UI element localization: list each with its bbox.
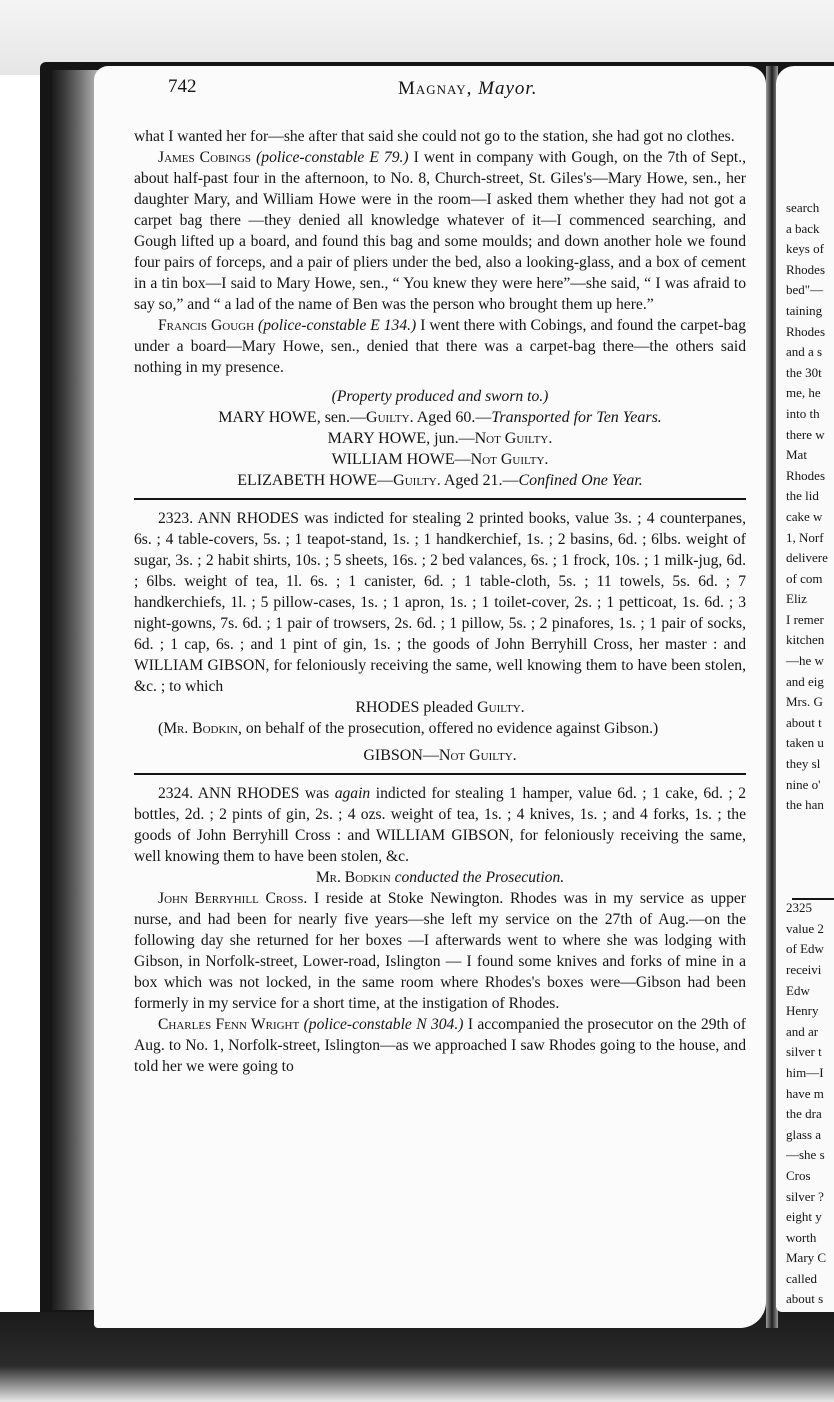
verdict-line bbox=[134, 407, 746, 428]
right-page-line: the 30t bbox=[786, 364, 822, 380]
verdict-result: Not Guilty. bbox=[438, 747, 517, 764]
right-page-line: nine o' bbox=[786, 776, 821, 792]
verdict-line bbox=[134, 745, 746, 766]
right-page-line: taken u bbox=[786, 735, 824, 751]
verdict-result: Guilty. bbox=[393, 472, 441, 489]
right-page-line: into th bbox=[786, 405, 820, 421]
right-page-line bbox=[786, 836, 834, 857]
right-page-line: silver t bbox=[786, 1044, 822, 1060]
right-page-line: and a s bbox=[786, 344, 823, 360]
right-page-line: Mat bbox=[786, 447, 807, 463]
plea-name: RHODES pleaded bbox=[355, 699, 474, 716]
right-page-line: and ar bbox=[786, 1023, 819, 1039]
testimony-text: I accompanied the prosecutor on the 29th of Aug. to No. 1, Norfolk-street, Islington—as we approached I saw Rhodes going to the house, and told her we were going to bbox=[134, 1016, 746, 1075]
right-page-line: silver ? bbox=[786, 1188, 824, 1204]
defendant-age: Aged 60.— bbox=[416, 409, 492, 426]
right-page-line: have m bbox=[786, 1085, 824, 1101]
witness-name: John Berryhill Cross. bbox=[158, 890, 308, 907]
witness-role: (police-constable E 79.) bbox=[256, 149, 409, 166]
right-page-line: I remer bbox=[786, 611, 824, 627]
paragraph: what I wanted her for—she after that said she could not go to the station, she had got no clothes. bbox=[134, 128, 735, 145]
defendant-name: MARY HOWE, jun.— bbox=[327, 430, 475, 447]
right-page-line: glass a bbox=[786, 1126, 822, 1142]
right-page-line: they sl bbox=[786, 756, 821, 772]
right-page-line: taining bbox=[786, 302, 823, 318]
verdict-line bbox=[134, 449, 746, 470]
right-page-line: a back bbox=[786, 220, 820, 236]
witness-testimony bbox=[134, 315, 746, 378]
prosecution-line bbox=[134, 867, 746, 888]
verdict-result: Not Guilty. bbox=[474, 430, 553, 447]
sentence: Transported for Ten Years. bbox=[491, 409, 662, 426]
witness-testimony bbox=[134, 1014, 746, 1077]
witness-testimony bbox=[134, 888, 746, 1014]
case-divider bbox=[134, 773, 746, 775]
verdict-result: Not Guilty. bbox=[470, 451, 549, 468]
right-page-line: keys of bbox=[786, 241, 824, 257]
right-page-line: Rhodes bbox=[786, 323, 825, 339]
verdict-result: Guilty. bbox=[366, 409, 414, 426]
right-page-line: the han bbox=[786, 797, 824, 813]
witness-role: (police-constable N 304.) bbox=[303, 1016, 464, 1033]
right-page-line: value 2 bbox=[786, 920, 824, 936]
prosecution-text: conducted the Prosecution. bbox=[394, 869, 565, 886]
right-page-line: search bbox=[786, 200, 820, 215]
right-page-line: and eig bbox=[786, 673, 824, 689]
main-text bbox=[134, 126, 746, 1077]
right-page-line: called bbox=[786, 1270, 818, 1286]
sentence: Confined One Year. bbox=[518, 472, 643, 489]
right-page-line: Rhodes bbox=[786, 261, 825, 277]
right-page-line: Mrs. G bbox=[786, 694, 823, 710]
right-page-line: Rhodes bbox=[786, 467, 825, 483]
case-2323-indictment: 2323. ANN RHODES was indicted for stealing 2 printed books, value 3s. ; 4 counterpanes, 6s. ; 4 table-covers, 5s. ; 1 teapot-stand, 1s. ; 1 handkerchief, 1s. ; 2 basins, 6d. ; 6lbs. weight of sugar, 3s. ; 2 habit shirts, 10s. ; 5 sheets, 16s. ; 2 bed valances, 6s. ; 1 frock, 10s. ; 1 milk-jug, 6d. ; 6lbs. weight of tea, 1l. 6s. ; 1 canister, 6d. ; 1 table-cloth, 5s. ; 11 towels, 5s. 6d. ; 7 handkerchiefs, 1l. ; 5 pillow-cases, 1s. ; 1 apron, 1s. ; 1 toilet-cover, 2s. ; 1 petticoat, 1s. 6d. ; 3 night-gowns, 7s. 6d. ; 1 pair of trowsers, 2s. 6d. ; 1 pillow, 5s. ; 2 pinafores, 1s. ; 1 pair of socks, 6d. ; 1 cap, 6s. ; and 1 pint of gin, 1s. ; the goods of John Berryhill Cross, her master : and WILLIAM GIBSON, for feloniously receiving the same, well knowing them to have been stolen, &c. ; to which bbox=[134, 510, 746, 695]
defendant-age: Aged 21.— bbox=[443, 472, 519, 489]
counsel-name: Mr. Bodkin bbox=[315, 869, 391, 886]
case-heading: 2324. ANN RHODES was bbox=[158, 785, 330, 802]
witness-role: (police-constable E 134.) bbox=[258, 317, 417, 334]
testimony-text: I went in company with Gough, on the 7th of Sept., about half-past four in the afternoon, to No. 8, Church-street, St. Giles's—Mary Howe, sen., her daughter Mary, and William Howe were in the room—I asked them whether they had not got a carpet bag there —they denied all knowledge whatever of it—I commenced searching, and Gough lifted up a board, and found this bag and some moulds; and down another hole we found four pairs of forceps, and a pair of pliers under the bed, also a looking-glass, and a box of cement in a tin box—I said to Mary Howe, sen., “ You knew they were here”—she said, “ I was afraid to say so,” and “ a lad of the name of Ben was the person who brought them up here.” bbox=[134, 149, 746, 313]
testimony-text: I reside at Stoke Newington. Rhodes was in my service as upper nurse, and had been for nearly five years—she left my service on the 27th of Aug.—on the following day she returned for her boxes —I afterwards went to where she was lodging with Gibson, in Norfolk-street, Lower-road, Islington — I found some knives and forks of mine in a box which was not locked, in the same room where Rhodes's boxes were—Gibson had been formerly in my service for a short time, at the instigation of Rhodes. bbox=[134, 890, 746, 1012]
right-page-line: receivi bbox=[786, 961, 822, 977]
right-page-line bbox=[786, 878, 834, 899]
right-page-line: 2325 bbox=[786, 900, 812, 916]
verdict-line bbox=[134, 428, 746, 449]
defendant-name: GIBSON— bbox=[363, 747, 439, 764]
case-2324-indictment bbox=[134, 783, 746, 867]
witness-name: Charles Fenn Wright bbox=[158, 1016, 300, 1033]
right-page-line: delivere bbox=[786, 550, 828, 566]
running-title bbox=[398, 78, 537, 100]
right-page-line: about t bbox=[786, 714, 822, 730]
prosecution-note bbox=[134, 718, 746, 739]
right-page-line: worth bbox=[786, 1229, 817, 1245]
testimony-text: I went there with Cobings, and found the carpet-bag under a board—Mary Howe, sen., denied that there was a carpet-bag there—the others said nothing in my presence. bbox=[134, 317, 746, 376]
note-text: on behalf of the prosecution, offered no evidence against Gibson.) bbox=[245, 720, 659, 737]
running-title-name: Magnay, bbox=[398, 78, 473, 99]
right-page-rule bbox=[792, 898, 834, 900]
right-page-line: about s bbox=[786, 1291, 824, 1307]
case-again: again bbox=[334, 785, 371, 802]
right-page-line: of Edw bbox=[786, 941, 824, 957]
property-note bbox=[134, 386, 746, 407]
right-page-line: Eliz bbox=[786, 591, 807, 607]
right-page-line: there w bbox=[786, 426, 825, 442]
case-text: indicted for stealing 1 hamper, value 6d. ; 1 cake, 6d. ; 2 bottles, 2d. ; 2 pints of gin, 2s. ; 4 ozs. weight of tea, 1s. ; 4 knives, 1s. ; and 4 forks, 1s. ; the goods of John Berryhill Cross : and WILLIAM GIBSON, for feloniously receiving the same, well knowing them to have been stolen, &c. bbox=[134, 785, 747, 865]
right-page-line bbox=[786, 857, 834, 878]
page-number: 742 bbox=[168, 76, 197, 97]
right-page-line: Edw bbox=[786, 982, 810, 998]
right-page-line bbox=[786, 816, 834, 837]
defendant-name: MARY HOWE, sen.— bbox=[218, 409, 367, 426]
right-page-line: him—I bbox=[786, 1064, 824, 1080]
case-divider bbox=[134, 498, 746, 500]
verdict-line bbox=[134, 470, 746, 491]
defendant-name: WILLIAM HOWE— bbox=[331, 451, 471, 468]
running-title-role: Mayor. bbox=[478, 78, 538, 99]
witness-testimony bbox=[134, 147, 746, 315]
right-page-line: the lid bbox=[786, 488, 819, 504]
right-page-line: 1, Norf bbox=[786, 529, 824, 545]
right-page-line: —she s bbox=[786, 1147, 825, 1163]
right-page-line: bed"— bbox=[786, 282, 824, 298]
right-page-line: —he w bbox=[786, 653, 824, 669]
witness-name: James Cobings bbox=[158, 149, 252, 166]
running-head bbox=[168, 76, 728, 106]
right-page-line: of com bbox=[786, 570, 823, 586]
right-page-line: Cros bbox=[786, 1167, 811, 1183]
property-note-text: (Property produced and sworn to.) bbox=[331, 388, 549, 405]
witness-name: Francis Gough bbox=[158, 317, 255, 334]
right-page-line: cake w bbox=[786, 508, 823, 524]
right-page-line: Mary C bbox=[786, 1250, 827, 1266]
right-page-line: eight y bbox=[786, 1209, 822, 1225]
defendant-name: ELIZABETH HOWE— bbox=[237, 472, 394, 489]
plea-line bbox=[134, 697, 746, 718]
page-stack-edge bbox=[52, 70, 100, 1310]
right-page-line: me, he bbox=[786, 385, 821, 401]
right-page-line: kitchen bbox=[786, 632, 825, 648]
right-page-fragment bbox=[776, 66, 834, 1312]
right-page-line: Henry bbox=[786, 1003, 819, 1019]
counsel-name: (Mr. Bodkin, bbox=[158, 720, 242, 737]
right-page-line: the dra bbox=[786, 1106, 822, 1122]
plea-result: Guilty. bbox=[477, 699, 525, 716]
right-page-text bbox=[786, 198, 834, 1310]
